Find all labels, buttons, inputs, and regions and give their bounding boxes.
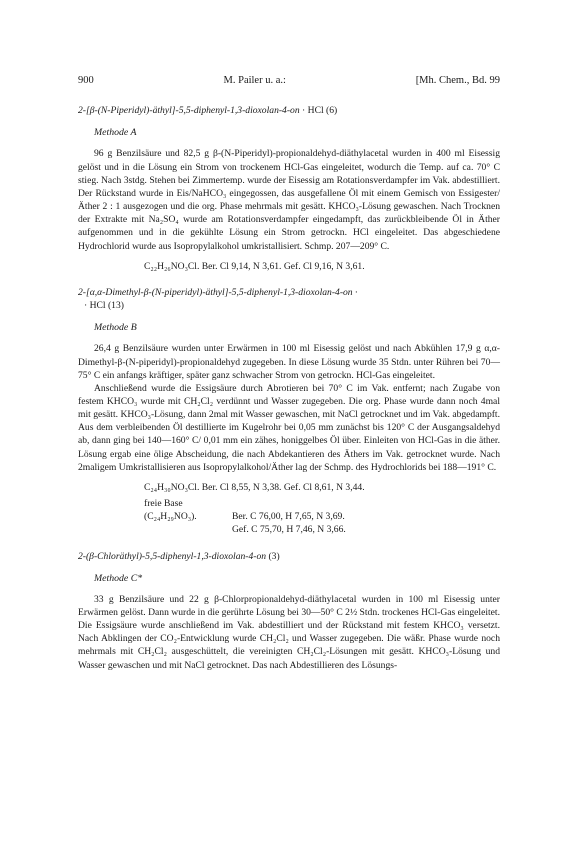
free-base-label: freie Base (C₂₄H₂₉NO₃). [144, 498, 197, 523]
free-base-calculated: Ber. C 76,00, H 7,65, N 3,69. [232, 511, 345, 523]
method-heading-c: Methode C* [94, 572, 143, 584]
procedure-paragraph-b2: Anschließend wurde die Essigsäure durch Abrotieren bei 70° C im Vak. entfernt; nach Zugabe von festem KHCO₃ wurde mit CH₂Cl₂ verdünnt und Wasser zugegeben. Die org. Phase wurde dann noch 4mal mit gesätt. KHCO₃-Lösung, dann 2mal mit Wasser gewaschen, mit NaCl getrocknet und im Vak. abgedampft. Aus dem verbleibenden Öl destillierte im Kugelrohr bei 0,05 mm zunächst bis 120° C der Ausgangsaldehyd ab, dann ging bei 140—160° C/ 0,01 mm ein zähes, honiggelbes Öl über. Einleiten von HCl-Gas in die äther. Lösung ergab eine ölige Abscheidung, die nach Abdekantieren des Äthers im Vak. getrocknet wurde. Nach 2maligem Umkristallisieren aus Isopropylalkohol/Äther lag der Schmp. des Hydrochlorids bei 188—191° C. [78, 382, 500, 473]
free-base-analysis [144, 497, 500, 536]
free-base-found: Gef. C 75,70, H 7,46, N 3,66. [232, 524, 346, 536]
compound-name-line2: · HCl (13) [84, 300, 124, 312]
procedure-paragraph-c: 33 g Benzilsäure und 22 g β-Chlorpropionaldehyd-diäthylacetal wurden in 100 ml Eisessig unter Erwärmen gelöst. Dann wurde in die gerührte Lösung bei 30—50° C 2½ Stdn. trockenes HCl-Gas eingeleitet. Die Essigsäure wurde anschließend im Vak. abdestilliert und der Rückstand mit festem KHCO₃ versetzt. Nach Abklingen der CO₂-Entwicklung wurde CH₂Cl₂ und Wasser zugegeben. Die wäßr. Phase wurde noch mehrmals mit CH₂Cl₂ ausgeschüttelt, die vereinigten CH₂Cl₂-Lösungen mit gesätt. KHCO₃-Lösung und Wasser gewaschen und mit NaCl getrocknet. Das nach Abdestillieren des Lösungs- [78, 593, 500, 671]
compound-suffix: (3) [266, 550, 280, 562]
compound-name-line1: 2-[α,α-Dimethyl-β-(N-piperidyl)-äthyl]-5,5-diphenyl-1,3-dioxolan-4-on · [78, 286, 358, 298]
method-heading-b: Methode B [94, 322, 137, 334]
compound-heading-3 [78, 550, 500, 563]
journal-reference: [Mh. Chem., Bd. 99 [415, 75, 500, 86]
procedure-paragraph-b1: 26,4 g Benzilsäure wurden unter Erwärmen in 100 ml Eisessig gelöst und nach Abkühlen 17,9 g α,α-Dimethyl-β-(N-piperidyl)-propionaldehyd zugegeben. In diese Lösung wurde 35 Stdn. unter Rühren bei 70—75° C ein anfangs kräftiger, später ganz schwacher Strom von getrockn. HCl-Gas eingeleitet. [78, 343, 500, 381]
compound-heading-13 [78, 286, 500, 312]
compound-name: 2-[β-(N-Piperidyl)-äthyl]-5,5-diphenyl-1,3-dioxolan-4-on [78, 105, 300, 117]
authors: M. Pailer u. a.: [223, 75, 286, 86]
compound-heading-6 [78, 104, 500, 117]
procedure-paragraph-a: 96 g Benzilsäure und 82,5 g β-(N-Piperidyl)-propionaldehyd-diäthylacetal wurden in 400 ml Eisessig gelöst und in die Lösung ein Strom von trockenem HCl-Gas eingeleitet, wodurch die Temp. auf ca. 70° C stieg. Nach 3stdg. Stehen bei Zimmertemp. wurde der Eisessig am Rotationsverdampfer im Vak. abdestilliert. Der Rückstand wurde in Eis/NaHCO₃ eingegossen, das ausgefallene Öl mit einem Gemisch von Essigester/Äther 2 : 1 ausgezogen und die org. Phase mehrmals mit gesätt. KHCO₃-Lösung gewaschen. Nach Trocknen der Extrakte mit Na₂SO₄ wurde am Rotationsverdampfer eingedampft, das zurückbleibende Öl in Äther aufgenommen und in die gekühlte Lösung ein Strom getrockn. HCl eingeleitet. Das abgeschiedene Hydrochlorid wurde aus Isopropylalkohol umkristallisiert. Schmp. 207—209° C. [78, 148, 500, 252]
compound-suffix: · HCl (6) [299, 105, 338, 117]
method-heading-a: Methode A [94, 127, 137, 139]
elemental-analysis-6: C₂₂H₂₆NO₃Cl. Ber. Cl 9,14, N 3,61. Gef. Cl 9,16, N 3,61. [144, 260, 365, 272]
elemental-analysis-13: C₂₄H₃₀NO₃Cl. Ber. Cl 8,55, N 3,38. Gef. Cl 8,61, N 3,44. [144, 481, 365, 493]
running-header [78, 74, 500, 87]
compound-name: 2-(β-Chloräthyl)-5,5-diphenyl-1,3-dioxolan-4-on [78, 550, 267, 562]
page-number: 900 [78, 75, 94, 86]
